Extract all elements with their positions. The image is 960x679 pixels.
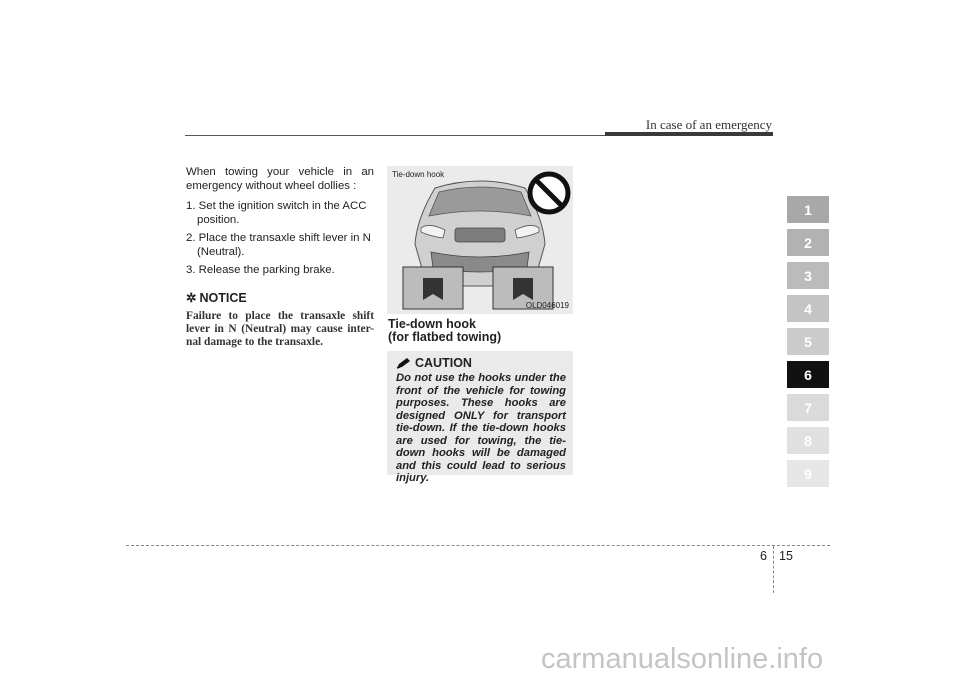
caution-pencil-icon — [396, 357, 412, 369]
car-front-illustration — [387, 166, 573, 314]
caution-box — [387, 351, 573, 484]
prohibited-icon — [530, 174, 568, 212]
watermark: carmanualsonline.info — [541, 643, 824, 675]
figure-label: Tie-down hook — [392, 170, 445, 179]
header-rule-thick — [605, 132, 773, 136]
step-item: 1. Set the ignition switch in the ACC position. — [186, 200, 367, 226]
chapter-tab-7[interactable]: 7 — [787, 394, 829, 421]
caption-line: (for flatbed towing) — [388, 330, 502, 344]
page-number: 15 — [779, 549, 793, 563]
page-chapter: 6 — [760, 549, 767, 563]
chapter-tab-1[interactable]: 1 — [787, 196, 829, 223]
notice-text: Failure to place the transaxle shift lever in N (Neutral) may cause inter-nal damage to the transaxle. — [186, 310, 374, 348]
step-item: 3. Release the parking brake. — [186, 264, 335, 276]
caution-title: CAUTION — [415, 356, 472, 370]
header-rule-thin — [185, 135, 605, 136]
chapter-tab-5[interactable]: 5 — [787, 328, 829, 355]
chapter-tab-4[interactable]: 4 — [787, 295, 829, 322]
caution-text: Do not use the hooks under the front of the vehicle for towing purposes. These hooks are designed ONLY for transport tie-down. If the tie-down hooks are used for towing, the tie-down hooks will be damaged and this could lead to serious injury. — [396, 372, 566, 484]
chapter-tab-6[interactable]: 6 — [787, 361, 829, 388]
figure-caption — [388, 318, 574, 344]
figure-code: OLD046019 — [525, 301, 569, 310]
caption-line: Tie-down hook — [388, 317, 476, 331]
left-column — [186, 165, 374, 349]
caution-heading — [396, 356, 472, 370]
notice-heading — [186, 291, 374, 305]
step-item: 2. Place the transaxle shift lever in N (Neutral). — [186, 232, 371, 258]
notice-star-icon: ✲ — [186, 291, 197, 305]
footer-divider — [773, 546, 774, 593]
chapter-tab-8[interactable]: 8 — [787, 427, 829, 454]
chapter-tab-9[interactable]: 9 — [787, 460, 829, 487]
towing-steps — [186, 199, 374, 277]
chapter-tab-2[interactable]: 2 — [787, 229, 829, 256]
towing-intro: When towing your vehicle in an emergency without wheel dollies : — [186, 166, 374, 192]
tie-down-figure — [387, 166, 573, 314]
chapter-tab-3[interactable]: 3 — [787, 262, 829, 289]
notice-title: NOTICE — [199, 291, 247, 305]
header-title: In case of an emergency — [645, 117, 772, 132]
footer-rule — [126, 545, 830, 546]
